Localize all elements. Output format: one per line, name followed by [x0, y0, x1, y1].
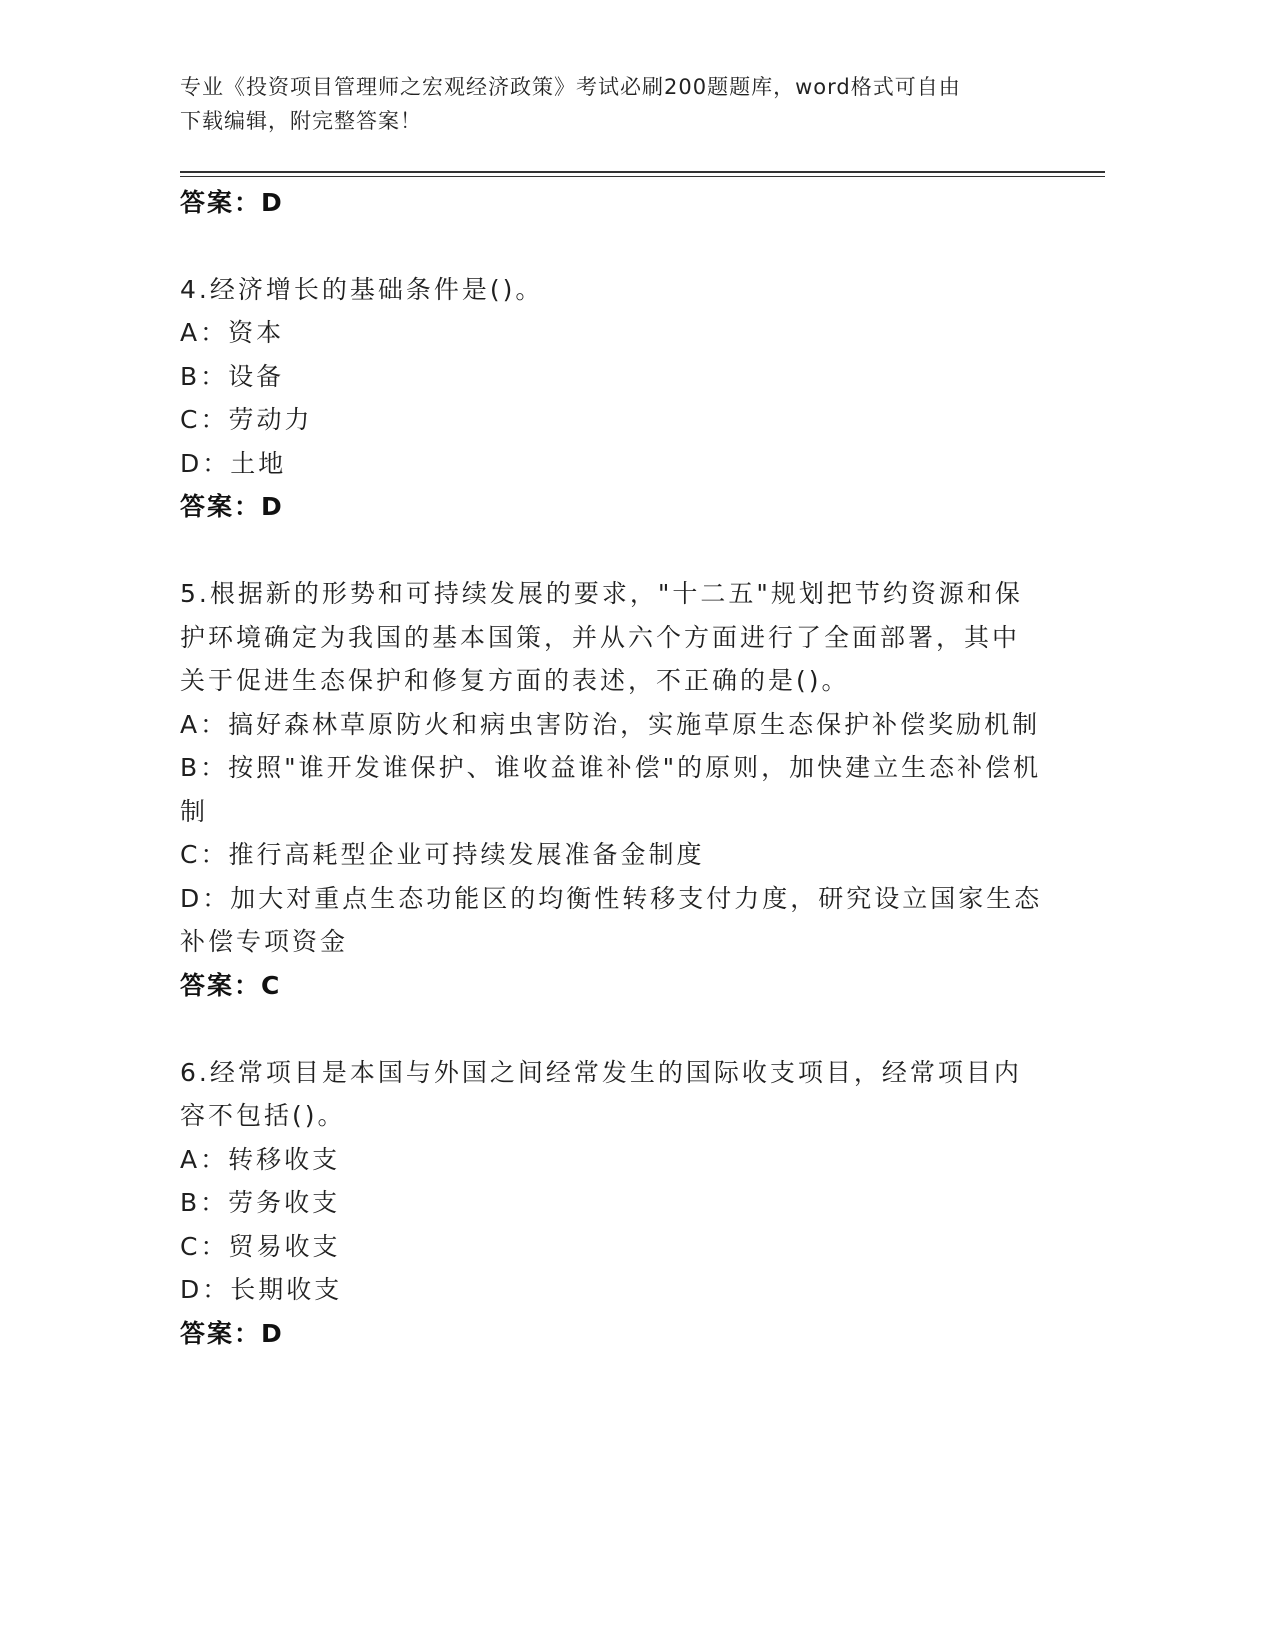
q5-stem-line-2: 护环境确定为我国的基本国策，并从六个方面进行了全面部署，其中	[180, 623, 1021, 652]
q5-option-a: A：搞好森林草原防火和病虫害防治，实施草原生态保护补偿奖励机制	[180, 710, 1041, 739]
q6-option-c: C：贸易收支	[180, 1232, 341, 1261]
answer-prev: 答案：D	[180, 188, 284, 217]
q4-option-c: C：劳动力	[180, 405, 313, 434]
q5-stem-line-1: 5.根据新的形势和可持续发展的要求，"十二五"规划把节约资源和保	[180, 579, 1023, 608]
q4-option-d: D：土地	[180, 449, 287, 478]
q6-stem-line-2: 容不包括()。	[180, 1101, 346, 1130]
q5-option-d-line-1: D：加大对重点生态功能区的均衡性转移支付力度，研究设立国家生态	[180, 884, 1043, 913]
q5-answer: 答案：C	[180, 971, 282, 1000]
q5-option-d-line-2: 补偿专项资金	[180, 927, 349, 956]
q5-stem-line-3: 关于促进生态保护和修复方面的表述，不正确的是()。	[180, 666, 850, 695]
header-line-1: 专业《投资项目管理师之宏观经济政策》考试必刷200题题库，word格式可自由	[180, 75, 961, 99]
header-rule-thick	[180, 171, 1105, 173]
q6-stem-line-1: 6.经常项目是本国与外国之间经常发生的国际收支项目，经常项目内	[180, 1058, 1022, 1087]
header-rule-thin	[180, 176, 1105, 177]
q6-option-b: B：劳务收支	[180, 1188, 341, 1217]
q6-answer: 答案：D	[180, 1319, 284, 1348]
q5-option-b-line-1: B：按照"谁开发谁保护、谁收益谁补偿"的原则，加快建立生态补偿机	[180, 753, 1042, 782]
q4-answer: 答案：D	[180, 492, 284, 521]
document-header	[180, 70, 1040, 138]
header-line-2: 下载编辑，附完整答案！	[180, 109, 422, 133]
q4-option-a: A：资本	[180, 318, 285, 347]
q6-option-a: A：转移收支	[180, 1145, 341, 1174]
q5-option-c: C：推行高耗型企业可持续发展准备金制度	[180, 840, 705, 869]
q5-option-b-line-2: 制	[180, 797, 209, 826]
q4-option-b: B：设备	[180, 362, 285, 391]
q4-stem: 4.经济增长的基础条件是()。	[180, 275, 544, 304]
q6-option-d: D：长期收支	[180, 1275, 343, 1304]
